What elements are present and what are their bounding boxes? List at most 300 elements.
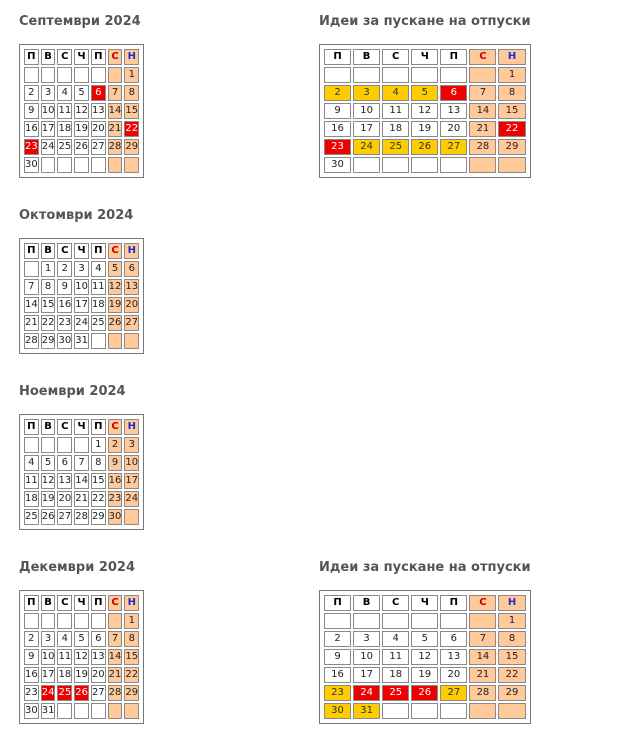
day-cell: 30 <box>24 703 39 719</box>
day-cell: 14 <box>74 473 89 489</box>
day-cell: 23 <box>108 491 123 507</box>
empty-day-cell <box>124 703 139 719</box>
weekday-header: С <box>108 49 123 65</box>
day-cell: 17 <box>124 473 139 489</box>
weekday-header: С <box>382 595 409 611</box>
day-cell: 23 <box>324 685 351 701</box>
day-cell: 26 <box>108 315 123 331</box>
day-cell: 21 <box>108 121 123 137</box>
week-row <box>24 703 139 719</box>
empty-day-cell <box>382 703 409 719</box>
weekday-header: Н <box>498 49 525 65</box>
empty-day-cell <box>469 613 496 629</box>
weekday-header: С <box>57 595 72 611</box>
calendar-frame <box>19 44 144 178</box>
week-row <box>24 437 139 453</box>
day-cell: 29 <box>498 139 525 155</box>
day-cell: 15 <box>41 297 56 313</box>
day-cell: 18 <box>57 121 72 137</box>
day-cell: 31 <box>41 703 56 719</box>
empty-day-cell <box>74 437 89 453</box>
week-row <box>324 157 526 173</box>
day-cell: 15 <box>124 103 139 119</box>
weekday-header: Н <box>124 595 139 611</box>
day-cell: 17 <box>353 667 380 683</box>
day-cell: 26 <box>411 685 438 701</box>
day-cell: 14 <box>469 649 496 665</box>
empty-day-cell <box>91 67 106 83</box>
day-cell: 22 <box>498 667 525 683</box>
calendar-frame <box>19 238 144 354</box>
day-cell: 26 <box>41 509 56 525</box>
day-cell: 30 <box>57 333 72 349</box>
day-cell: 3 <box>353 631 380 647</box>
weekday-header: П <box>324 49 351 65</box>
weekday-header: Н <box>124 243 139 259</box>
week-row <box>24 261 139 277</box>
calendar-title: Ноември 2024 <box>19 384 126 399</box>
day-cell: 5 <box>411 631 438 647</box>
day-cell: 20 <box>440 121 467 137</box>
day-cell: 24 <box>74 315 89 331</box>
day-cell: 29 <box>41 333 56 349</box>
day-cell: 12 <box>411 649 438 665</box>
week-row <box>324 613 526 629</box>
day-cell: 27 <box>57 509 72 525</box>
day-cell: 17 <box>74 297 89 313</box>
weekday-header: В <box>41 49 56 65</box>
day-cell: 13 <box>124 279 139 295</box>
empty-day-cell <box>124 157 139 173</box>
day-cell: 4 <box>91 261 106 277</box>
week-row <box>24 315 139 331</box>
day-cell: 10 <box>41 649 56 665</box>
weekday-header: П <box>91 419 106 435</box>
day-cell: 9 <box>108 455 123 471</box>
day-cell: 22 <box>124 667 139 683</box>
calendar-title: Септември 2024 <box>19 14 141 29</box>
day-cell: 1 <box>124 67 139 83</box>
day-cell: 30 <box>24 157 39 173</box>
day-cell: 29 <box>124 685 139 701</box>
calendar-grid <box>22 417 141 527</box>
day-cell: 22 <box>124 121 139 137</box>
weekday-header: С <box>108 419 123 435</box>
day-cell: 24 <box>124 491 139 507</box>
day-cell: 14 <box>108 649 123 665</box>
day-cell: 12 <box>108 279 123 295</box>
empty-day-cell <box>108 157 123 173</box>
empty-day-cell <box>91 333 106 349</box>
day-cell: 4 <box>57 631 72 647</box>
weekday-header: П <box>91 243 106 259</box>
day-cell: 16 <box>108 473 123 489</box>
weekday-header: С <box>57 49 72 65</box>
week-row <box>24 333 139 349</box>
day-cell: 12 <box>41 473 56 489</box>
day-cell: 6 <box>440 631 467 647</box>
day-cell: 31 <box>74 333 89 349</box>
empty-day-cell <box>382 67 409 83</box>
week-row <box>24 297 139 313</box>
weekday-header-row <box>324 49 526 65</box>
day-cell: 26 <box>411 139 438 155</box>
day-cell: 5 <box>41 455 56 471</box>
weekday-header: С <box>57 243 72 259</box>
week-row <box>324 121 526 137</box>
day-cell: 20 <box>91 667 106 683</box>
empty-day-cell <box>440 67 467 83</box>
day-cell: 8 <box>91 455 106 471</box>
week-row <box>24 685 139 701</box>
day-cell: 8 <box>124 631 139 647</box>
weekday-header: П <box>324 595 351 611</box>
calendar-grid <box>22 47 141 175</box>
empty-day-cell <box>91 613 106 629</box>
calendar-block-september-vacation-ideas <box>319 14 531 170</box>
day-cell: 16 <box>57 297 72 313</box>
day-cell: 5 <box>411 85 438 101</box>
empty-day-cell <box>57 67 72 83</box>
week-row <box>24 139 139 155</box>
day-cell: 14 <box>108 103 123 119</box>
day-cell: 2 <box>324 631 351 647</box>
week-row <box>24 157 139 173</box>
day-cell: 16 <box>24 121 39 137</box>
day-cell: 27 <box>440 685 467 701</box>
weekday-header: Ч <box>74 419 89 435</box>
weekday-header-row <box>24 243 139 259</box>
day-cell: 23 <box>24 139 39 155</box>
empty-day-cell <box>469 67 496 83</box>
day-cell: 1 <box>498 67 525 83</box>
day-cell: 1 <box>91 437 106 453</box>
day-cell: 23 <box>57 315 72 331</box>
day-cell: 7 <box>108 85 123 101</box>
day-cell: 10 <box>353 649 380 665</box>
day-cell: 20 <box>124 297 139 313</box>
day-cell: 18 <box>57 667 72 683</box>
day-cell: 28 <box>108 139 123 155</box>
calendar-block-december <box>19 560 139 716</box>
day-cell: 9 <box>24 103 39 119</box>
week-row <box>24 631 139 647</box>
empty-day-cell <box>411 613 438 629</box>
weekday-header: Н <box>498 595 525 611</box>
day-cell: 25 <box>382 139 409 155</box>
weekday-header: П <box>24 243 39 259</box>
empty-day-cell <box>74 703 89 719</box>
empty-day-cell <box>324 613 351 629</box>
empty-day-cell <box>353 157 380 173</box>
empty-day-cell <box>124 333 139 349</box>
day-cell: 4 <box>57 85 72 101</box>
empty-day-cell <box>24 613 39 629</box>
weekday-header: П <box>24 595 39 611</box>
empty-day-cell <box>74 67 89 83</box>
day-cell: 11 <box>382 649 409 665</box>
empty-day-cell <box>382 157 409 173</box>
weekday-header: П <box>91 49 106 65</box>
day-cell: 20 <box>91 121 106 137</box>
day-cell: 7 <box>469 85 496 101</box>
day-cell: 11 <box>57 103 72 119</box>
week-row <box>24 509 139 525</box>
empty-day-cell <box>74 613 89 629</box>
weekday-header: Ч <box>411 49 438 65</box>
day-cell: 22 <box>498 121 525 137</box>
day-cell: 28 <box>24 333 39 349</box>
weekday-header: Ч <box>411 595 438 611</box>
day-cell: 26 <box>74 139 89 155</box>
day-cell: 12 <box>74 103 89 119</box>
day-cell: 2 <box>24 631 39 647</box>
day-cell: 20 <box>440 667 467 683</box>
calendar-title: Идеи за пускане на отпуски <box>319 14 531 29</box>
week-row <box>324 667 526 683</box>
day-cell: 13 <box>440 103 467 119</box>
weekday-header: П <box>91 595 106 611</box>
week-row <box>24 85 139 101</box>
empty-day-cell <box>440 157 467 173</box>
weekday-header: В <box>353 49 380 65</box>
week-row <box>24 279 139 295</box>
day-cell: 11 <box>57 649 72 665</box>
day-cell: 19 <box>411 121 438 137</box>
empty-day-cell <box>411 157 438 173</box>
empty-day-cell <box>24 437 39 453</box>
calendar-frame <box>19 590 144 724</box>
day-cell: 15 <box>498 103 525 119</box>
week-row <box>24 667 139 683</box>
week-row <box>324 685 526 701</box>
day-cell: 31 <box>353 703 380 719</box>
empty-day-cell <box>41 67 56 83</box>
empty-day-cell <box>57 437 72 453</box>
day-cell: 15 <box>498 649 525 665</box>
day-cell: 27 <box>91 139 106 155</box>
day-cell: 9 <box>57 279 72 295</box>
empty-day-cell <box>353 613 380 629</box>
empty-day-cell <box>24 261 39 277</box>
empty-day-cell <box>353 67 380 83</box>
empty-day-cell <box>41 613 56 629</box>
day-cell: 15 <box>91 473 106 489</box>
weekday-header: С <box>469 595 496 611</box>
day-cell: 30 <box>324 157 351 173</box>
weekday-header: П <box>24 419 39 435</box>
day-cell: 3 <box>74 261 89 277</box>
day-cell: 30 <box>324 703 351 719</box>
day-cell: 14 <box>24 297 39 313</box>
day-cell: 8 <box>498 631 525 647</box>
empty-day-cell <box>108 333 123 349</box>
week-row <box>24 103 139 119</box>
empty-day-cell <box>124 509 139 525</box>
empty-day-cell <box>91 157 106 173</box>
day-cell: 27 <box>124 315 139 331</box>
day-cell: 23 <box>324 139 351 155</box>
day-cell: 10 <box>124 455 139 471</box>
empty-day-cell <box>324 67 351 83</box>
day-cell: 18 <box>24 491 39 507</box>
calendar-grid <box>22 593 141 721</box>
day-cell: 19 <box>41 491 56 507</box>
weekday-header: Ч <box>74 243 89 259</box>
day-cell: 28 <box>469 685 496 701</box>
empty-day-cell <box>498 157 525 173</box>
week-row <box>324 631 526 647</box>
week-row <box>324 85 526 101</box>
day-cell: 4 <box>382 631 409 647</box>
day-cell: 4 <box>24 455 39 471</box>
week-row <box>324 103 526 119</box>
empty-day-cell <box>41 437 56 453</box>
week-row <box>24 121 139 137</box>
calendar-frame <box>319 590 531 724</box>
empty-day-cell <box>498 703 525 719</box>
week-row <box>24 491 139 507</box>
day-cell: 24 <box>41 139 56 155</box>
day-cell: 7 <box>469 631 496 647</box>
day-cell: 18 <box>382 121 409 137</box>
day-cell: 28 <box>469 139 496 155</box>
day-cell: 5 <box>108 261 123 277</box>
day-cell: 21 <box>469 667 496 683</box>
weekday-header: С <box>108 243 123 259</box>
empty-day-cell <box>24 67 39 83</box>
day-cell: 3 <box>41 631 56 647</box>
day-cell: 13 <box>440 649 467 665</box>
day-cell: 9 <box>324 103 351 119</box>
empty-day-cell <box>440 613 467 629</box>
day-cell: 16 <box>24 667 39 683</box>
empty-day-cell <box>108 703 123 719</box>
calendar-block-october <box>19 208 139 346</box>
day-cell: 2 <box>57 261 72 277</box>
day-cell: 19 <box>411 667 438 683</box>
day-cell: 6 <box>91 85 106 101</box>
week-row <box>324 649 526 665</box>
empty-day-cell <box>469 157 496 173</box>
day-cell: 17 <box>353 121 380 137</box>
day-cell: 6 <box>124 261 139 277</box>
day-cell: 12 <box>411 103 438 119</box>
weekday-header: С <box>469 49 496 65</box>
day-cell: 19 <box>74 121 89 137</box>
week-row <box>24 455 139 471</box>
day-cell: 15 <box>124 649 139 665</box>
day-cell: 10 <box>74 279 89 295</box>
calendar-grid <box>322 47 528 175</box>
calendar-frame <box>319 44 531 178</box>
day-cell: 17 <box>41 667 56 683</box>
week-row <box>24 613 139 629</box>
day-cell: 6 <box>91 631 106 647</box>
calendar-block-december-vacation-ideas <box>319 560 531 716</box>
day-cell: 6 <box>440 85 467 101</box>
day-cell: 1 <box>498 613 525 629</box>
week-row <box>24 67 139 83</box>
weekday-header-row <box>24 49 139 65</box>
weekday-header: П <box>440 595 467 611</box>
weekday-header: С <box>57 419 72 435</box>
day-cell: 7 <box>24 279 39 295</box>
calendar-block-september <box>19 14 141 170</box>
day-cell: 17 <box>41 121 56 137</box>
empty-day-cell <box>411 703 438 719</box>
day-cell: 25 <box>382 685 409 701</box>
week-row <box>324 139 526 155</box>
calendar-title: Октомври 2024 <box>19 208 134 223</box>
day-cell: 13 <box>91 649 106 665</box>
day-cell: 8 <box>124 85 139 101</box>
day-cell: 2 <box>24 85 39 101</box>
day-cell: 7 <box>108 631 123 647</box>
day-cell: 4 <box>382 85 409 101</box>
day-cell: 21 <box>24 315 39 331</box>
calendar-title: Идеи за пускане на отпуски <box>319 560 531 575</box>
weekday-header: В <box>353 595 380 611</box>
empty-day-cell <box>108 67 123 83</box>
empty-day-cell <box>382 613 409 629</box>
day-cell: 16 <box>324 667 351 683</box>
week-row <box>24 649 139 665</box>
day-cell: 9 <box>324 649 351 665</box>
day-cell: 21 <box>469 121 496 137</box>
day-cell: 18 <box>91 297 106 313</box>
day-cell: 2 <box>324 85 351 101</box>
week-row <box>24 473 139 489</box>
week-row <box>324 67 526 83</box>
empty-day-cell <box>57 157 72 173</box>
day-cell: 16 <box>324 121 351 137</box>
day-cell: 24 <box>353 139 380 155</box>
day-cell: 2 <box>108 437 123 453</box>
day-cell: 3 <box>353 85 380 101</box>
weekday-header-row <box>324 595 526 611</box>
weekday-header-row <box>24 419 139 435</box>
weekday-header: В <box>41 419 56 435</box>
day-cell: 12 <box>74 649 89 665</box>
day-cell: 30 <box>108 509 123 525</box>
day-cell: 24 <box>41 685 56 701</box>
empty-day-cell <box>108 613 123 629</box>
day-cell: 14 <box>469 103 496 119</box>
day-cell: 19 <box>108 297 123 313</box>
calendar-block-november <box>19 384 139 522</box>
day-cell: 8 <box>41 279 56 295</box>
day-cell: 25 <box>91 315 106 331</box>
empty-day-cell <box>91 703 106 719</box>
weekday-header: П <box>440 49 467 65</box>
day-cell: 1 <box>41 261 56 277</box>
day-cell: 28 <box>74 509 89 525</box>
day-cell: 20 <box>57 491 72 507</box>
weekday-header: Ч <box>74 595 89 611</box>
day-cell: 19 <box>74 667 89 683</box>
weekday-header: Ч <box>74 49 89 65</box>
empty-day-cell <box>57 703 72 719</box>
day-cell: 29 <box>91 509 106 525</box>
calendar-title: Декември 2024 <box>19 560 136 575</box>
empty-day-cell <box>469 703 496 719</box>
day-cell: 11 <box>91 279 106 295</box>
day-cell: 23 <box>24 685 39 701</box>
day-cell: 3 <box>41 85 56 101</box>
day-cell: 18 <box>382 667 409 683</box>
day-cell: 13 <box>91 103 106 119</box>
